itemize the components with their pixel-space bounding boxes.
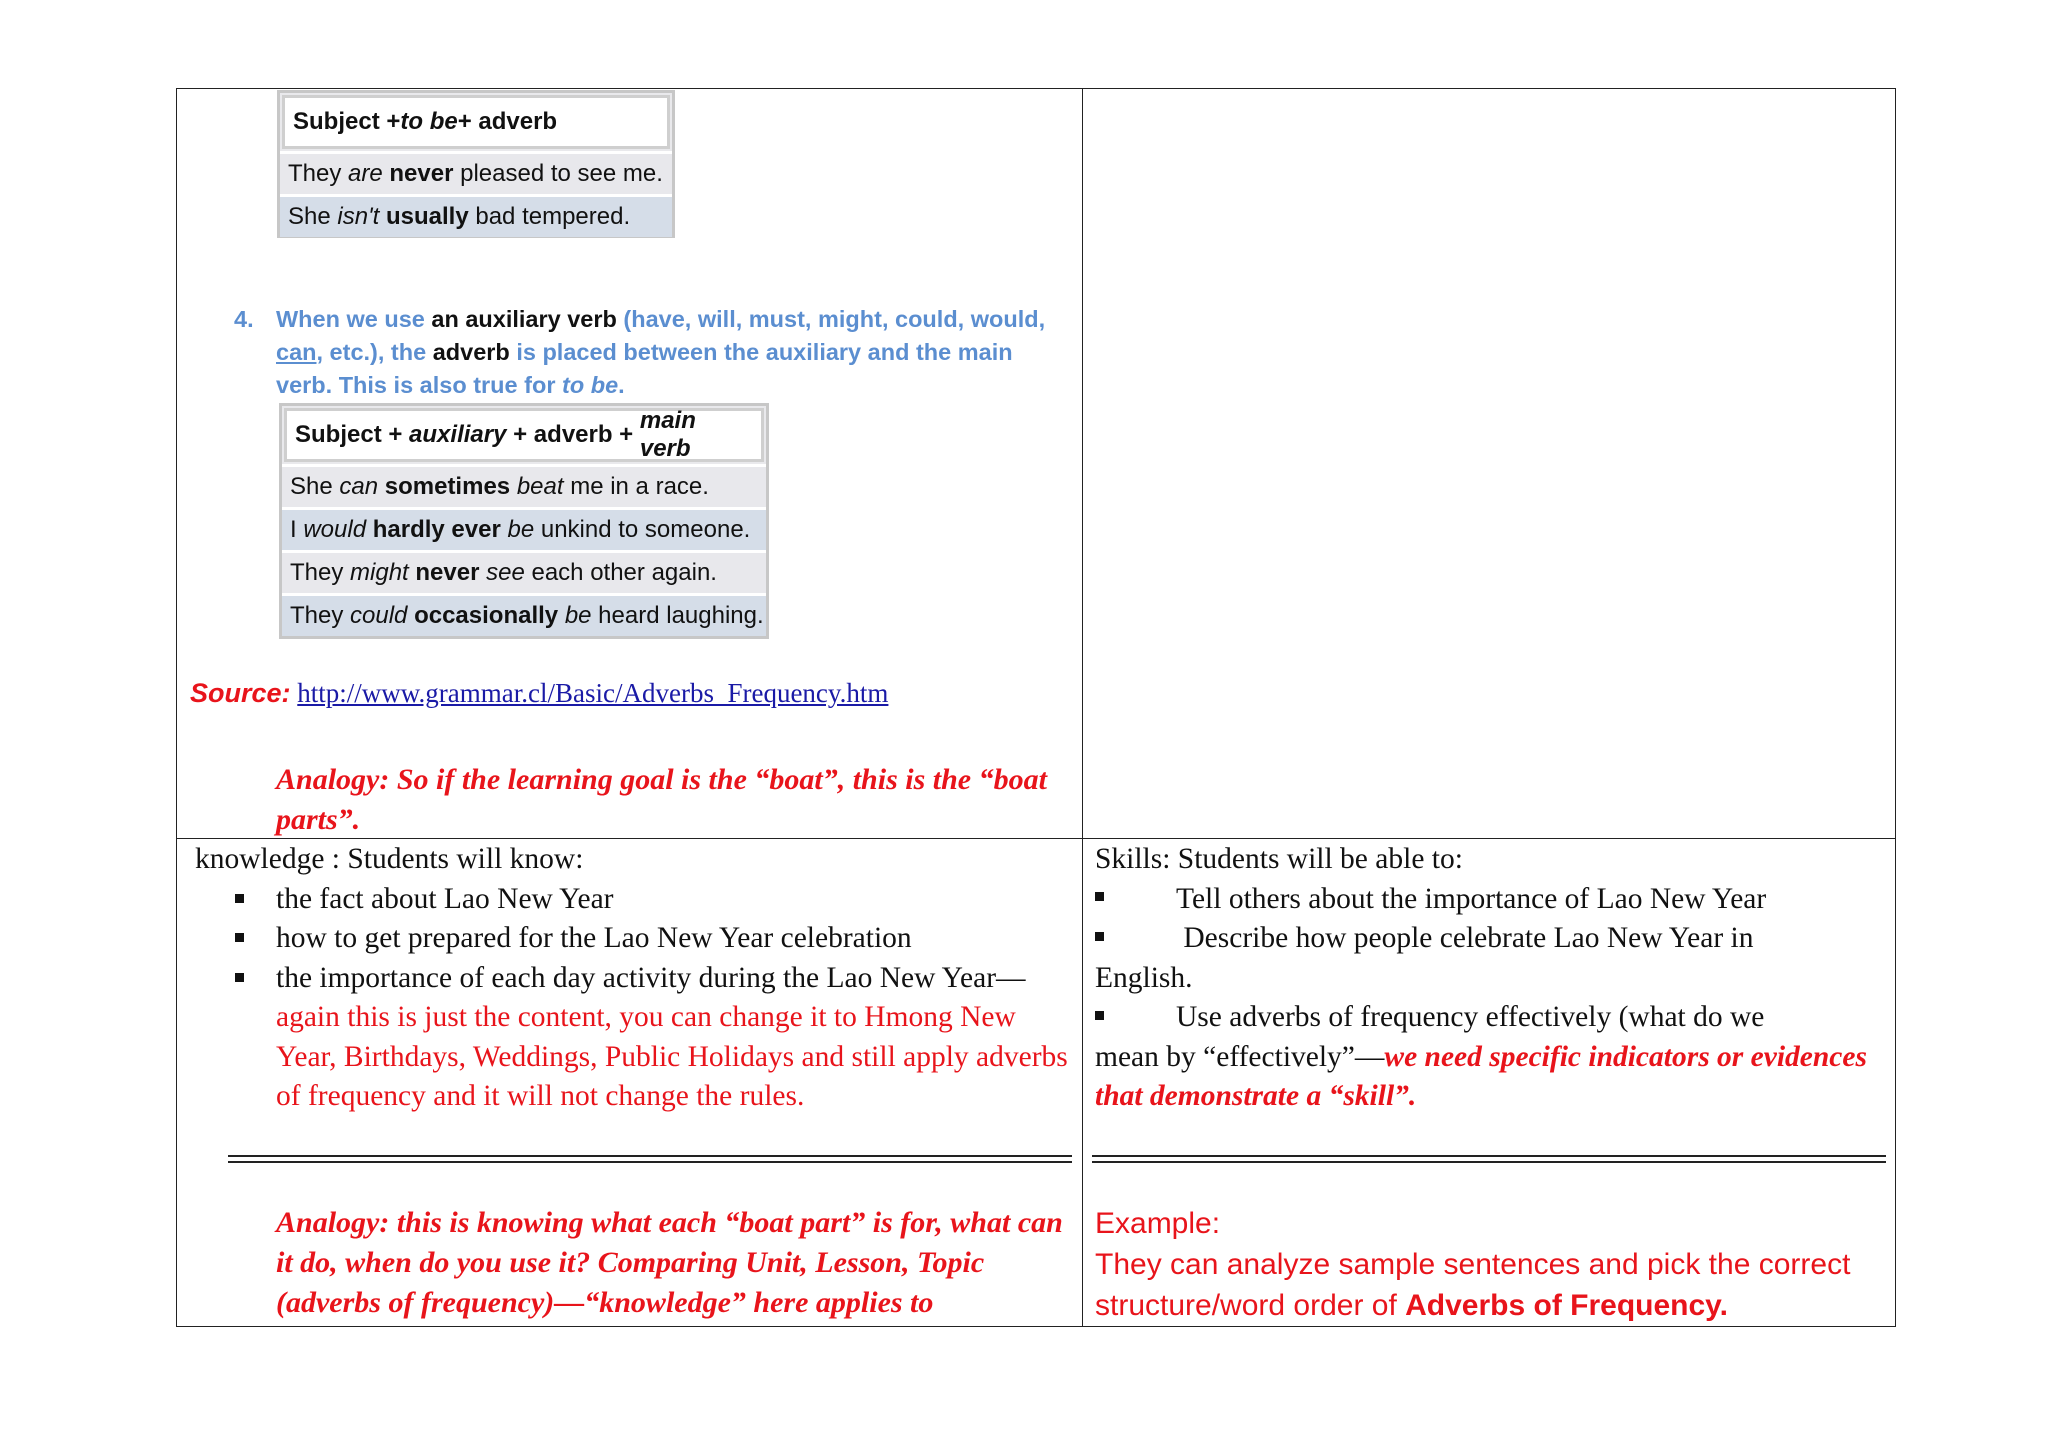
- row-text: [379, 203, 386, 231]
- table-header: [284, 408, 764, 462]
- rule-text: , etc.), the: [316, 339, 433, 365]
- list-item: [1095, 998, 1885, 1038]
- list-item: [1095, 880, 1885, 920]
- row-adverb: hardly ever: [366, 516, 508, 543]
- knowledge-section: [195, 840, 1075, 1117]
- to-be-adverb-table: [277, 90, 675, 238]
- row-text: [383, 160, 390, 188]
- square-bullet-icon: [1095, 1011, 1104, 1020]
- list-item-continued: [1095, 1038, 1885, 1117]
- rule-text: When we use: [276, 306, 432, 332]
- row-verb: see: [486, 559, 525, 586]
- rule-text: an auxiliary verb: [431, 306, 617, 332]
- row-text: bad tempered.: [468, 203, 631, 230]
- row-verb: isn't: [337, 203, 380, 230]
- list-item-note: again this is just the content, you can change it to Hmong New Year, Birthdays, Weddings, Public Holidays and still apply adverbs of frequency and it will not change the rules.: [276, 1001, 1068, 1112]
- list-item-text: Use adverbs of frequency effectively (what do we: [1176, 1001, 1765, 1033]
- list-item-text: the importance of each day activity during the Lao New Year—: [276, 961, 1026, 994]
- list-item-text: Tell others about the importance of Lao New Year: [1176, 882, 1767, 915]
- row-text: She: [290, 473, 340, 500]
- column-divider: [1082, 88, 1083, 1327]
- source-link[interactable]: http://www.grammar.cl/Basic/Adverbs_Frequency.htm: [297, 678, 889, 708]
- square-bullet-icon: [1095, 932, 1104, 941]
- knowledge-title: knowledge : Students will know:: [195, 843, 584, 875]
- example-section: [1095, 1203, 1885, 1326]
- example-bold-text: Adverbs of Frequency.: [1405, 1289, 1728, 1322]
- list-item-text: English.: [1095, 961, 1193, 994]
- table-header: [282, 95, 670, 149]
- rule-text: (have, will, must, might, could, would,: [616, 306, 1046, 332]
- skills-section: [1095, 840, 1885, 1117]
- source-line: [190, 678, 888, 709]
- row-aux: can: [339, 473, 379, 500]
- square-bullet-icon: [235, 973, 244, 982]
- row-adverb: sometimes: [378, 473, 517, 500]
- row-adverb: never: [389, 160, 454, 187]
- square-bullet-icon: [235, 894, 244, 903]
- rule-text: to be: [562, 372, 619, 398]
- row-aux: might: [350, 559, 409, 586]
- source-label: Source:: [190, 678, 291, 708]
- row-text: They: [288, 160, 349, 187]
- example-text: They can analyze sample sentences and pick the correct structure/word order of: [1095, 1248, 1851, 1322]
- row-verb: are: [348, 160, 383, 187]
- square-bullet-icon: [1095, 892, 1104, 901]
- header-part: + adverb +: [506, 421, 640, 448]
- list-item: [195, 880, 1075, 920]
- list-item: [1095, 919, 1885, 959]
- row-aux: could: [350, 602, 408, 629]
- table-row: [282, 593, 766, 636]
- header-part: + adverb: [457, 108, 558, 135]
- list-item-text: Describe how people celebrate Lao New Year in: [1176, 922, 1754, 954]
- row-text: They: [290, 559, 351, 586]
- header-part: main verb: [639, 407, 696, 462]
- row-adverb: occasionally: [407, 602, 565, 629]
- analogy-knowledge: Analogy: this is knowing what each “boat part” is for, what can it do, when do you use it? Comparing Unit, Lesson, Topic (adverbs of frequency)—“knowledge” here applies to: [276, 1206, 1063, 1319]
- row-text: She: [288, 203, 338, 230]
- row-verb: beat: [516, 473, 564, 500]
- square-bullet-icon: [235, 933, 244, 942]
- rule-body: [276, 303, 1066, 402]
- rule-number: 4.: [234, 306, 254, 332]
- row-text: heard laughing.: [591, 602, 764, 629]
- double-rule-divider: [1092, 1155, 1886, 1163]
- skills-title: Skills: Students will be able to:: [1095, 843, 1463, 875]
- knowledge-list: [195, 880, 1075, 1117]
- auxiliary-adverb-table: [279, 403, 769, 639]
- table-row: [282, 507, 766, 550]
- rule-text: is placed between the auxiliary and the main verb. This is also true for: [276, 339, 1013, 398]
- header-part: Subject +: [293, 108, 401, 135]
- row-text: pleased to see me.: [453, 160, 663, 187]
- row-text: each other again.: [524, 559, 717, 586]
- list-item-text: the fact about Lao New Year: [276, 882, 614, 915]
- table-row: [282, 464, 766, 507]
- row-text: me in a race.: [563, 473, 709, 500]
- list-item-note: we need specific indicators or evidences that demonstrate a “skill”.: [1095, 1040, 1867, 1112]
- row-verb: be: [564, 602, 592, 629]
- header-part: to be: [400, 108, 458, 135]
- row-text: I: [290, 516, 304, 543]
- list-item: [195, 919, 1075, 959]
- row-verb: be: [507, 516, 535, 543]
- row-text: unkind to someone.: [534, 516, 751, 543]
- rule-text: adverb: [432, 339, 510, 365]
- example-label: Example:: [1095, 1207, 1221, 1240]
- row-aux: would: [303, 516, 367, 543]
- double-rule-divider: [228, 1155, 1072, 1163]
- rule-text: can: [276, 339, 317, 365]
- row-adverb: usually: [385, 203, 469, 230]
- header-part: auxiliary: [409, 421, 507, 448]
- table-row: [280, 194, 672, 237]
- analogy-boat-parts: Analogy: So if the learning goal is the “boat”, this is the “boat parts”.: [276, 763, 1047, 836]
- example-body: [1095, 1244, 1885, 1326]
- table-row: [280, 151, 672, 194]
- header-part: Subject +: [295, 421, 410, 448]
- list-item-text: how to get prepared for the Lao New Year celebration: [276, 922, 912, 954]
- row-adverb: never: [408, 559, 487, 586]
- table-row: [282, 550, 766, 593]
- row-text: They: [290, 602, 351, 629]
- list-item: [195, 959, 1075, 1117]
- list-item-text: mean by “effectively”—: [1095, 1040, 1385, 1073]
- rule-text: .: [618, 372, 625, 398]
